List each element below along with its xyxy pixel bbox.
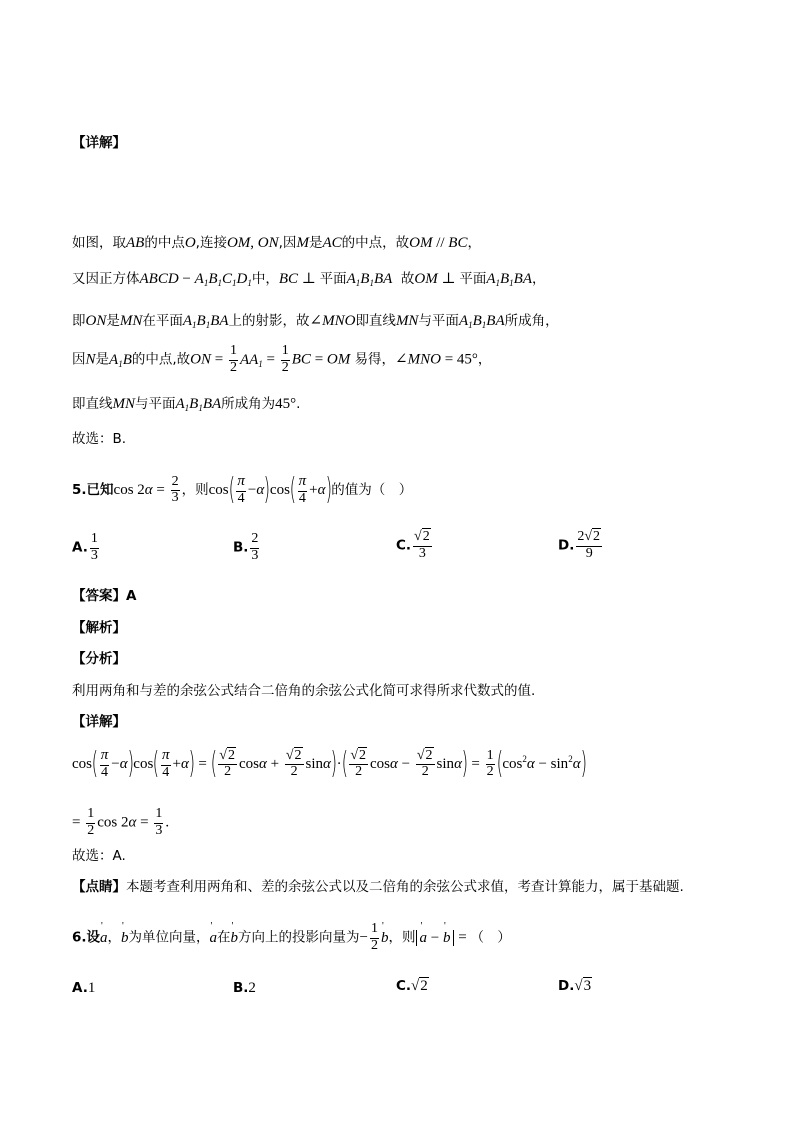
detail-heading-2: 【详解】: [72, 714, 126, 730]
question-6-stem: 6.设' a，' b为单位向量，' a在' b方向上的投影向量为− $\frac{1}{2}$ ' b，则' a − ' b = （ ）: [72, 922, 511, 953]
detail-heading: 【详解】: [72, 135, 126, 151]
analysis-text: 利用两角和与差的余弦公式结合二倍角的余弦公式化简可求得所求代数式的值.: [72, 683, 536, 699]
question-6-option-d: D.√3: [558, 978, 592, 994]
answer-line: 【答案】A: [72, 588, 137, 604]
question-5-option-c: C. $\frac{√2}{3}$: [396, 529, 430, 561]
derivation-line-2: = $\frac{1}{2}$ cos 2α = $\frac{1}{3}$ .: [72, 806, 170, 838]
question-6-option-a: A.1: [72, 980, 96, 996]
question-6-option-b: B.2: [233, 980, 256, 996]
question-5-option-b: B. $\frac{2}{3}$: [233, 531, 259, 563]
solution-line-3: 即ON是MN在平面$A_1B_1BA$上的射影，故∠MNO即直线MN与平面$A_1B_1BA$所成角，: [72, 313, 559, 330]
question-6-option-c: C.√2: [396, 978, 428, 994]
derivation-line-1: cos( $\frac{\pi}{4}$ −α)cos( $\frac{\pi}{4}$ +α) = ( $\frac{√2}{2}$ cosα + $\frac{√2}{2}$ sinα)·( $\frac{√2}{2}$ cosα − $\frac{√2}{2}$ sinα) = $\frac{1}{2}$ $(\cos^2\alpha - \sin^2\alpha)$: [72, 746, 587, 782]
question-5-option-a: A. $\frac{1}{3}$: [72, 531, 98, 563]
analysis-subheading: 【分析】: [72, 651, 126, 667]
analysis-heading: 【解析】: [72, 620, 126, 636]
solution-line-1: 如图，取AB的中点O,连接OM, ON,因M是AC的中点，故OM // BC，: [72, 235, 481, 251]
solution-line-2: 又因正方体ABCD − $A_1B_1C_1D_1$中，BC ⊥ 平面$A_1B_1BA$ 故OM ⊥ 平面$A_1B_1BA$，: [72, 271, 546, 288]
solution-choice-a: 故选：A.: [72, 848, 126, 864]
question-5-stem: 5.已知cos 2α = $\frac{2}{3}$ ，则cos( $\frac{\pi}{4}$ −α)cos( $\frac{\pi}{4}$ +α)的值为（ ）: [72, 472, 413, 508]
solution-line-4: 因N是$A_1B$的中点,故ON = $\frac{1}{2}$ $AA_1$ = $\frac{1}{2}$ BC = OM 易得，∠MNO = 45°，: [72, 343, 492, 375]
solution-choice-b: 故选：B.: [72, 431, 127, 447]
question-5-option-d: D. $\frac{2√2}{9}$: [558, 529, 601, 561]
comment-line: 【点睛】本题考查利用两角和、差的余弦公式以及二倍角的余弦公式求值，考查计算能力，属于基础题.: [72, 879, 684, 895]
solution-line-5: 即直线MN与平面$A_1B_1BA$所成角为45°.: [72, 396, 301, 413]
